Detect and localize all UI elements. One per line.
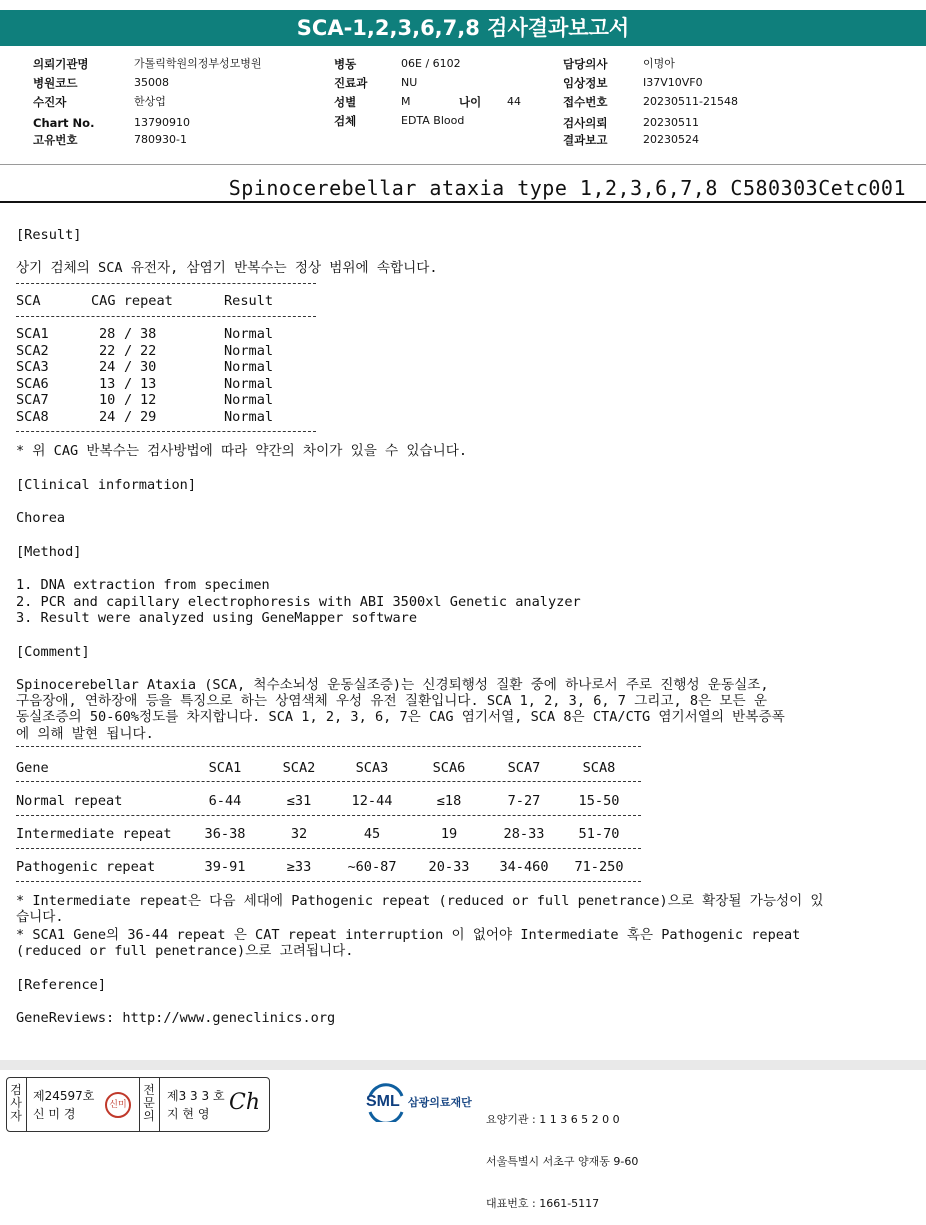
sca-cell-sca: SCA7 bbox=[16, 392, 49, 408]
approver-label: 전 bbox=[143, 1083, 155, 1097]
repeat-table-cell: 12-44 bbox=[351, 793, 393, 809]
receipt-label: 접수번호 bbox=[563, 95, 608, 109]
approver-name: 지 현 영 bbox=[167, 1107, 210, 1121]
repeat-table-cell: 32 bbox=[290, 826, 308, 842]
examiner-license: 제24597호 bbox=[33, 1089, 95, 1103]
hospital-code-value: 35008 bbox=[134, 76, 169, 89]
sca-cell-slash: / bbox=[124, 359, 133, 375]
sca-cell-slash: / bbox=[124, 326, 133, 342]
repeat-table-cell: 36-38 bbox=[204, 826, 246, 842]
method-step: 2. PCR and capillary electrophoresis with ABI 3500xl Genetic analyzer bbox=[16, 594, 581, 610]
examiner-label: 사 bbox=[10, 1096, 22, 1110]
repeat-table-header: SCA3 bbox=[355, 760, 389, 776]
patient-label: 수진자 bbox=[33, 95, 67, 109]
rule bbox=[16, 283, 316, 284]
sca-cell-result: Normal bbox=[224, 342, 274, 359]
repeat-table-cell: 15-50 bbox=[578, 793, 620, 809]
result-summary: 상기 검체의 SCA 유전자, 삼염기 반복수는 정상 범위에 속합니다. bbox=[16, 260, 438, 276]
comment-line: 동실조증의 50-60%정도를 차지합니다. SCA 1, 2, 3, 6, 7은 CAG 염기서열, SCA 8은 CTA/CTG 염기서열의 반복증폭 bbox=[16, 709, 785, 725]
comment-line: 구음장애, 연하장애 등을 특징으로 하는 상염색체 우성 유전 질환입니다. SCA 1, 2, 3, 6, 7 그리고, 8은 모든 운 bbox=[16, 693, 767, 709]
repeat-table-cell: ≤31 bbox=[286, 793, 312, 809]
examiner-label: 검 bbox=[10, 1083, 22, 1097]
sca-cell-sca: SCA6 bbox=[16, 375, 49, 392]
dept-value: NU bbox=[401, 76, 418, 89]
lab-address: 서울특별시 서초구 양재동 9-60 bbox=[486, 1155, 639, 1168]
rule bbox=[16, 881, 641, 882]
rule bbox=[16, 431, 316, 432]
repeat-table-header: SCA6 bbox=[432, 760, 466, 776]
dept-label: 진료과 bbox=[334, 76, 368, 90]
examiner-seal: 신미 bbox=[105, 1092, 131, 1118]
clinical-heading: [Clinical information] bbox=[16, 477, 197, 493]
sca-cell-result: Normal bbox=[224, 359, 274, 375]
repeat-table-cell: 19 bbox=[440, 826, 458, 842]
org-value: 가톨릭학원의정부성모병원 bbox=[134, 57, 262, 70]
method-step: 3. Result were analyzed using GeneMapper software bbox=[16, 610, 418, 626]
repeat-table-cell: 7-27 bbox=[507, 793, 541, 809]
comment-line: Spinocerebellar Ataxia (SCA, 척수소뇌성 운동실조증)는 신경퇴행성 질환 중에 하나로서 주로 진행성 운동실조, bbox=[16, 677, 769, 693]
report-date-value: 20230524 bbox=[643, 133, 699, 146]
sca-cell-slash: / bbox=[124, 408, 133, 425]
rule bbox=[16, 781, 641, 782]
specimen-value: EDTA Blood bbox=[401, 114, 465, 127]
divider bbox=[159, 1078, 160, 1131]
age-label: 나이 bbox=[459, 95, 482, 109]
clinical-text: Chorea bbox=[16, 510, 66, 526]
request-date-label: 검사의뢰 bbox=[563, 116, 608, 130]
result-heading: [Result] bbox=[16, 227, 82, 243]
test-banner bbox=[229, 176, 906, 200]
repeat-table-cell: 6-44 bbox=[208, 793, 242, 809]
method-step: 1. DNA extraction from specimen bbox=[16, 577, 270, 593]
receipt-value: 20230511-21548 bbox=[643, 95, 738, 108]
report-date-label: 결과보고 bbox=[563, 133, 608, 147]
sca-cell-b: 38 bbox=[140, 326, 157, 342]
repeat-table-cell: ≥33 bbox=[286, 859, 312, 875]
doctor-label: 담당의사 bbox=[563, 57, 608, 71]
comment-note: * Intermediate repeat은 다음 세대에 Pathogenic repeat (reduced or full penetrance)으로 확장될 가능성이 있 bbox=[16, 893, 824, 909]
col-header-result: Result bbox=[224, 293, 274, 309]
logo-text: SML bbox=[366, 1093, 400, 1110]
divider bbox=[0, 164, 926, 165]
sml-logo bbox=[366, 1082, 472, 1126]
org-label: 의뢰기관명 bbox=[33, 57, 89, 71]
sca-cell-a: 22 bbox=[99, 342, 116, 359]
sex-label: 성별 bbox=[334, 95, 357, 109]
comment-note: * SCA1 Gene의 36-44 repeat 은 CAT repeat interruption 이 없어야 Intermediate 혹은 Pathogenic repeat bbox=[16, 927, 801, 943]
logo-org: 삼광의료재단 bbox=[408, 1096, 472, 1109]
sex-value: M bbox=[401, 95, 411, 108]
repeat-table-cell: ~60-87 bbox=[347, 859, 397, 875]
sca-cell-sca: SCA2 bbox=[16, 342, 49, 359]
repeat-table-cell: 39-91 bbox=[204, 859, 246, 875]
reference-link[interactable]: GeneReviews: http://www.geneclinics.org bbox=[16, 1010, 336, 1026]
request-date-value: 20230511 bbox=[643, 116, 699, 129]
lab-phone: 대표번호 : 1661-5117 bbox=[486, 1197, 600, 1210]
sca-cell-slash: / bbox=[124, 392, 133, 408]
sca-cell-sca: SCA8 bbox=[16, 408, 49, 425]
sca-cell-b: 22 bbox=[140, 342, 157, 359]
report-info-block bbox=[0, 56, 926, 152]
rule bbox=[16, 848, 641, 849]
chart-no-value: 13790910 bbox=[134, 116, 190, 129]
repeat-table-cell: Intermediate repeat bbox=[16, 826, 172, 842]
examiner-label: 자 bbox=[10, 1109, 22, 1123]
sca-cell-result: Normal bbox=[224, 392, 274, 408]
chart-no-label: Chart No. bbox=[33, 116, 95, 130]
method-heading: [Method] bbox=[16, 544, 82, 560]
divider bbox=[26, 1078, 27, 1131]
col-header-cag: CAG repeat bbox=[91, 293, 173, 309]
repeat-table-cell: 20-33 bbox=[428, 859, 470, 875]
hospital-code-label: 병원코드 bbox=[33, 76, 78, 90]
repeat-table-header: Gene bbox=[16, 760, 49, 776]
examiner-name: 신 미 경 bbox=[33, 1107, 76, 1121]
test-name: Spinocerebellar ataxia type 1,2,3,6,7,8 bbox=[228, 176, 718, 200]
approver-label: 의 bbox=[143, 1109, 155, 1123]
sca-cell-a: 10 bbox=[99, 392, 116, 408]
patient-value: 한상업 bbox=[134, 95, 166, 108]
repeat-table-cell: ≤18 bbox=[436, 793, 462, 809]
result-note: * 위 CAG 반복수는 검사방법에 따라 약간의 차이가 있을 수 있습니다. bbox=[16, 443, 468, 459]
comment-heading: [Comment] bbox=[16, 644, 90, 660]
specimen-label: 검체 bbox=[334, 114, 357, 128]
repeat-table-cell: Normal repeat bbox=[16, 793, 123, 809]
reference-heading: [Reference] bbox=[16, 977, 107, 993]
repeat-table-cell: Pathogenic repeat bbox=[16, 859, 156, 875]
comment-note: (reduced or full penetrance)으로 고려됩니다. bbox=[16, 943, 354, 959]
test-code: C580303Cetc001 bbox=[730, 176, 906, 200]
repeat-table-cell: 51-70 bbox=[578, 826, 620, 842]
sca-cell-result: Normal bbox=[224, 375, 274, 392]
repeat-table-header: SCA1 bbox=[208, 760, 242, 776]
sca-cell-sca: SCA1 bbox=[16, 326, 49, 342]
sca-cell-sca: SCA3 bbox=[16, 359, 49, 375]
sca-cell-result: Normal bbox=[224, 326, 274, 342]
unique-no-label: 고유번호 bbox=[33, 133, 78, 147]
sca-cell-a: 24 bbox=[99, 408, 116, 425]
sca-cell-a: 28 bbox=[99, 326, 116, 342]
clinical-info-value: I37V10VF0 bbox=[643, 76, 703, 89]
approver-label: 문 bbox=[143, 1096, 155, 1110]
repeat-table-header: SCA2 bbox=[282, 760, 316, 776]
repeat-table-cell: 34-460 bbox=[499, 859, 549, 875]
sca-cell-b: 30 bbox=[140, 359, 157, 375]
ward-label: 병동 bbox=[334, 57, 357, 71]
repeat-table-cell: 45 bbox=[363, 826, 381, 842]
comment-line: 에 의해 발현 됩니다. bbox=[16, 726, 154, 742]
repeat-table-header: SCA7 bbox=[507, 760, 541, 776]
rule bbox=[16, 815, 641, 816]
sca-cell-b: 13 bbox=[140, 375, 157, 392]
repeat-table-cell: 28-33 bbox=[503, 826, 545, 842]
rule bbox=[16, 746, 641, 747]
sca-cell-slash: / bbox=[124, 375, 133, 392]
approver-signature: Ch bbox=[229, 1090, 261, 1115]
ward-value: 06E / 6102 bbox=[401, 57, 461, 70]
banner-underline bbox=[0, 201, 926, 203]
care-code: 요양기관 : 1 1 3 6 5 2 0 0 bbox=[486, 1113, 620, 1126]
sca-cell-b: 12 bbox=[140, 392, 157, 408]
page-gutter bbox=[0, 1060, 926, 1070]
sca-cell-a: 24 bbox=[99, 359, 116, 375]
approver-license: 제3 3 3 호 bbox=[167, 1089, 225, 1103]
sca-cell-a: 13 bbox=[99, 375, 116, 392]
unique-no-value: 780930-1 bbox=[134, 133, 187, 146]
col-header-sca: SCA bbox=[16, 293, 41, 309]
clinical-info-label: 임상정보 bbox=[563, 76, 608, 90]
sca-cell-result: Normal bbox=[224, 408, 274, 425]
sca-cell-slash: / bbox=[124, 342, 133, 359]
sca-cell-b: 29 bbox=[140, 408, 157, 425]
lab-contact bbox=[486, 1085, 638, 1225]
signature-box bbox=[6, 1077, 270, 1132]
age-value: 44 bbox=[507, 95, 521, 108]
rule bbox=[16, 316, 316, 317]
report-title: SCA-1,2,3,6,7,8 검사결과보고서 bbox=[0, 10, 926, 46]
repeat-table-cell: 71-250 bbox=[574, 859, 624, 875]
divider bbox=[139, 1078, 140, 1131]
doctor-value: 이명아 bbox=[643, 57, 675, 70]
repeat-table-header: SCA8 bbox=[582, 760, 616, 776]
comment-note: 습니다. bbox=[16, 909, 64, 925]
